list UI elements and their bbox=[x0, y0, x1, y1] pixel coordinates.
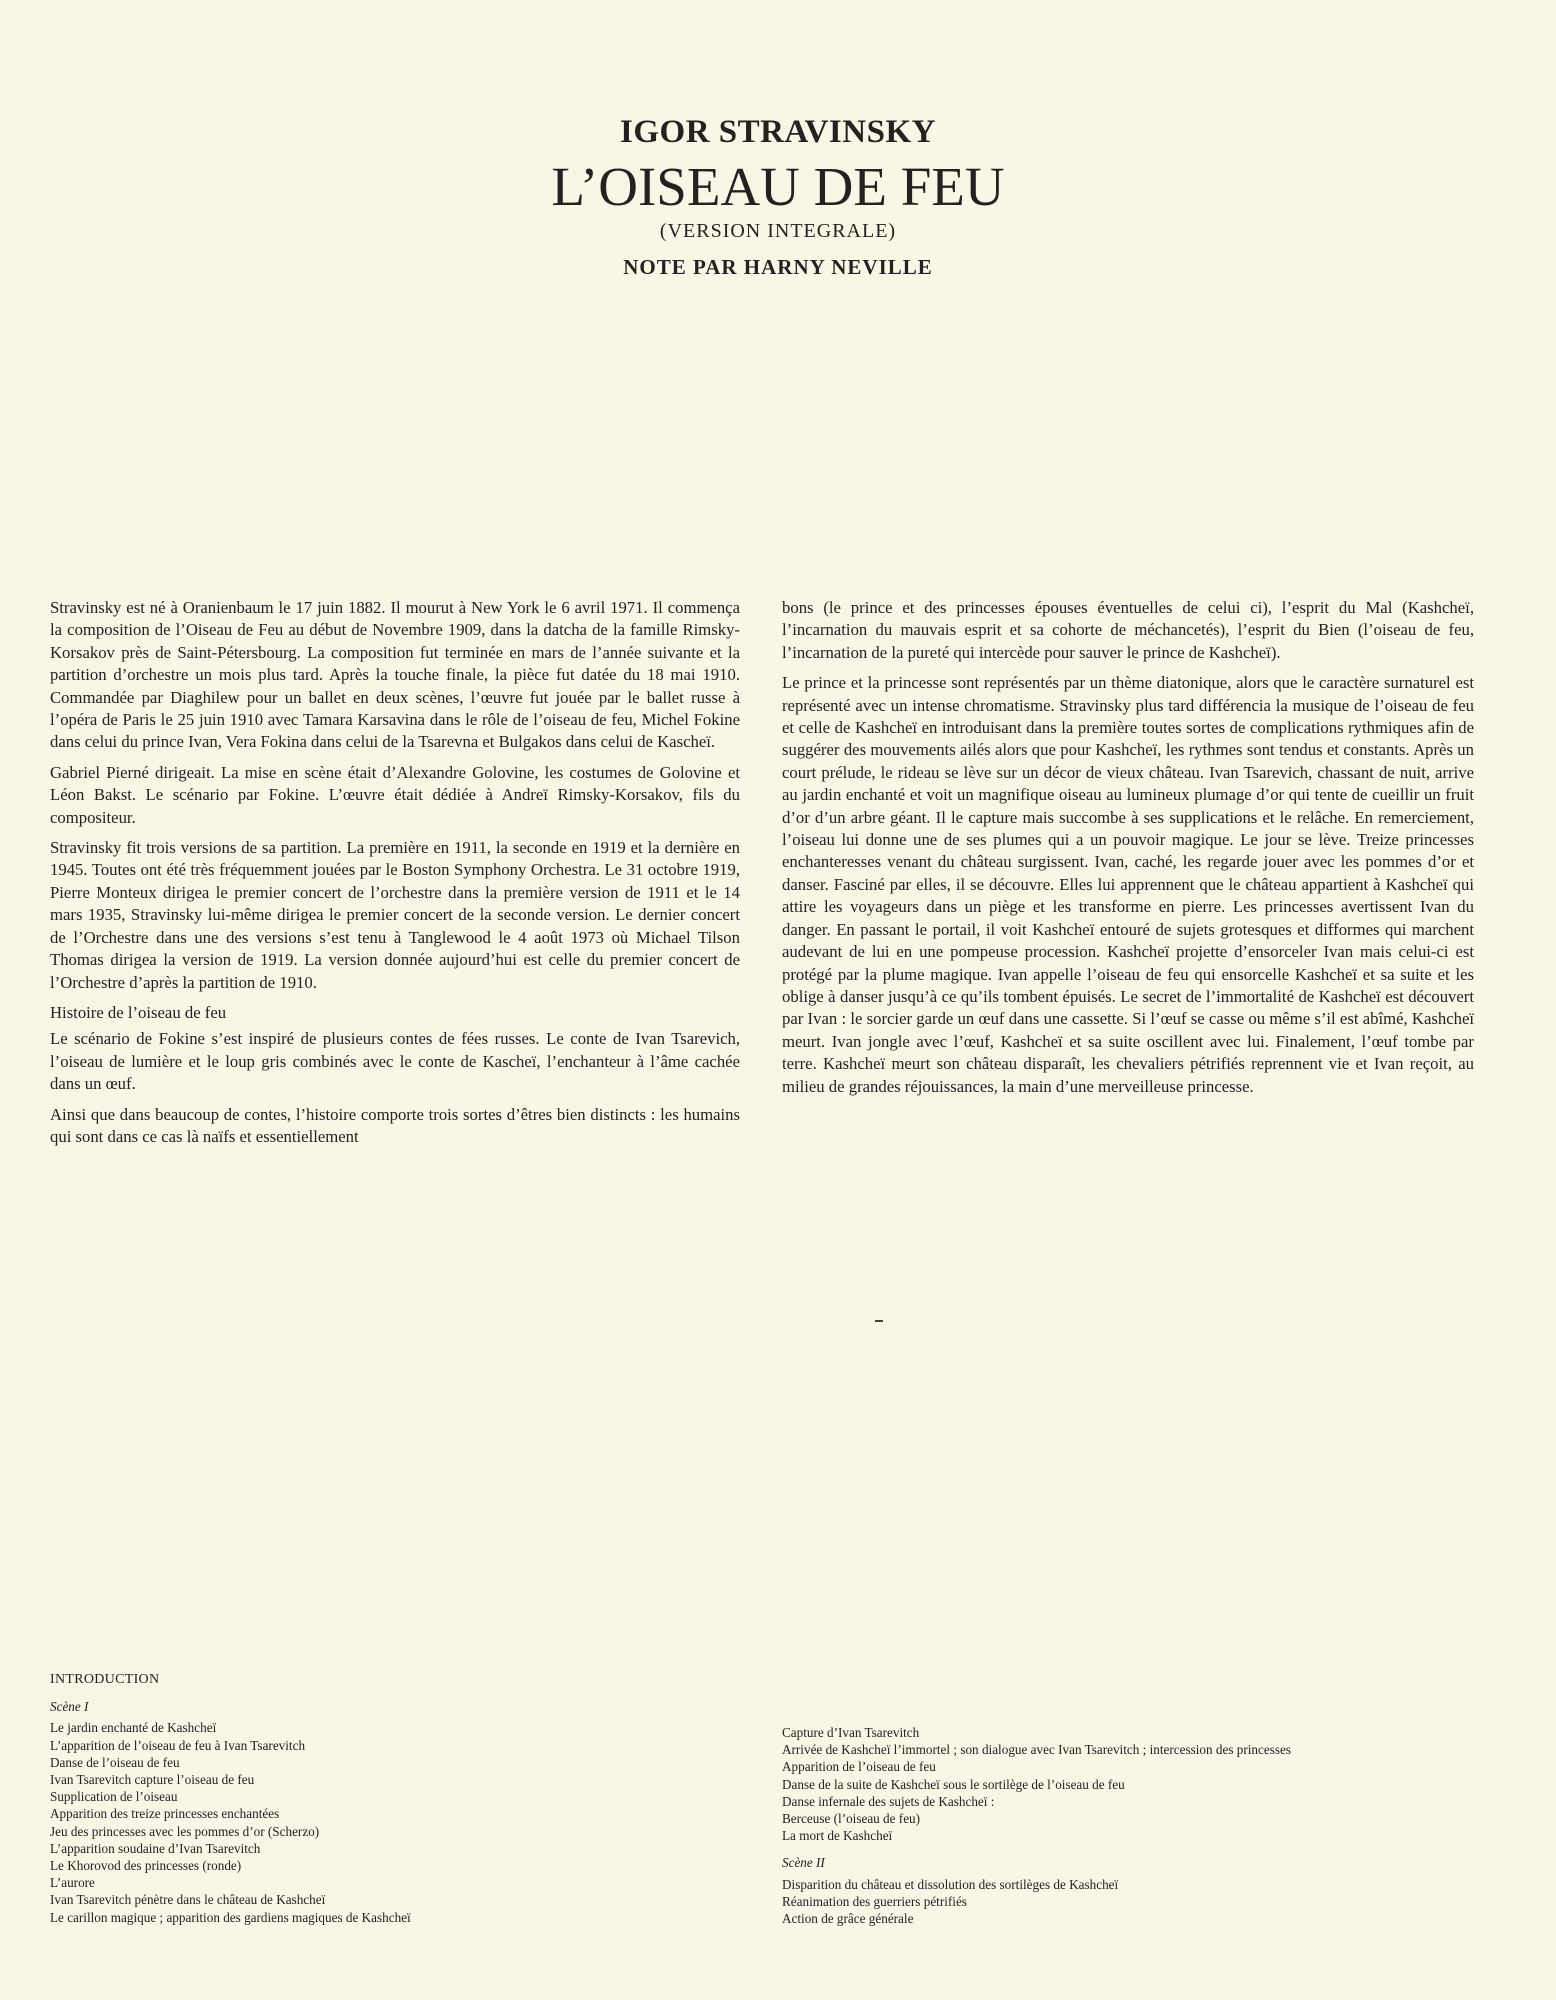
track-item: Arrivée de Kashcheï l’immortel ; son dialogue avec Ivan Tsarevitch ; intercession des princesses bbox=[782, 1742, 1291, 1758]
version-subtitle: (VERSION INTEGRALE) bbox=[659, 220, 897, 242]
article-paragraph: Stravinsky est né à Oranienbaum le 17 juin 1882. Il mourut à New York le 6 avril 1971. Il commença la composition de l’Oiseau de Feu au début de Novembre 1909, dans la datcha de la famille Rimsky-Korsakov près de Saint-Pétersbourg. La composition fut terminée en mars de l’année suivante et la partition d’orchestre un mois plus tard. Après la touche finale, la pièce fut datée du 18 mai 1910. Commandée par Diaghilew pour un ballet en deux scènes, l’œuvre fut jouée par le ballet russe à l’opéra de Paris le 25 juin 1910 avec Tamara Karsavina dans le rôle de l’oiseau de feu, Michel Fokine dans celui du prince Ivan, Vera Fokina dans celui de la Tsarevna et Bulgakos dans celui de Kascheï. bbox=[50, 598, 740, 752]
article-paragraph: Le prince et la princesse sont représentés par un thème diatonique, alors que le caractère surnaturel est représenté avec un intense chromatisme. Stravinsky plus tard différencia la musique de l’oiseau de feu et celle de Kashcheï en introduisant dans la première toutes sortes de complications rythmiques afin de suggérer des mouvements ailés alors que pour Kashcheï, les rythmes sont tendus et constants. Après un court prélude, le rideau se lève sur un décor de vieux château. Ivan Tsarevich, chassant de nuit, arrive au jardin enchanté et voit un magnifique oiseau au lumineux plumage d’or qui tente de cueillir un fruit d’or d’un arbre géant. Il le capture mais succombe à ses supplications et le relâche. En remerciement, l’oiseau lui donne une de ses plumes qui a un pouvoir magique. Le jour se lève. Treize princesses enchanteresses venant du château surgissent. Ivan, caché, les regarde jouer avec les pommes d’or et danser. Fasciné par elles, il se découvre. Elles lui apprennent que le château appartient à Kashcheï qui attire les voyageurs dans un piège et les transforme en pierre. Les princesses avertissent Ivan du danger. En passant le portail, il voit Kashcheï entouré de sujets grotesques et difformes qui marchent audevant de lui en une pompeuse procession. Kashcheï projette d’ensorceler Ivan mais celui-ci est protégé par la plume magique. Ivan appelle l’oiseau de feu qui ensorcelle Kashcheï et sa suite et les oblige à danser jusqu’à ce qu’ils tombent épuisés. Le secret de l’immortalité de Kashcheï est découvert par Ivan : le sorcier garde un œuf dans une cassette. Si l’œuf se casse ou même s’il est abîmé, Kashcheï meurt. Ivan jongle avec l’œuf, Kashcheï et sa suite oscillent avec lui. Finalement, l’œuf tombe par terre. Kashcheï meurt son château disparaît, les chevaliers pétrifiés reprennent vie et Ivan reçoit, au milieu de grandes réjouissances, la main d’une merveilleuse princesse. bbox=[782, 673, 1474, 1096]
track-item: Réanimation des guerriers pétrifiés bbox=[782, 1893, 967, 1909]
track-item: Ivan Tsarevitch pénètre dans le château de Kashcheï bbox=[50, 1892, 326, 1908]
track-item: L’apparition soudaine d’Ivan Tsarevitch bbox=[50, 1840, 261, 1856]
article-paragraph: Le scénario de Fokine s’est inspiré de plusieurs contes de fées russes. Le conte de Ivan Tsarevich, l’oiseau de lumière et le loup gris combinés avec le conte de Kascheï, l’enchanteur à l’âme cachée dans un œuf. bbox=[50, 1029, 740, 1094]
track-item: Le carillon magique ; apparition des gardiens magiques de Kashcheï bbox=[50, 1909, 411, 1925]
track-item: L’apparition de l’oiseau de feu à Ivan Tsarevitch bbox=[50, 1737, 306, 1753]
track-item: Supplication de l’oiseau bbox=[50, 1789, 178, 1805]
track-item: Danse infernale des sujets de Kashcheï : bbox=[782, 1793, 995, 1809]
note-author: NOTE PAR HARNY NEVILLE bbox=[623, 255, 933, 279]
track-item: Disparition du château et dissolution des sortilèges de Kashcheï bbox=[782, 1876, 1119, 1892]
track-item: Ivan Tsarevitch capture l’oiseau de feu bbox=[50, 1772, 255, 1788]
track-item: Danse de l’oiseau de feu bbox=[50, 1754, 180, 1770]
page-header bbox=[0, 112, 1556, 284]
track-item: Apparition des treize princesses enchantées bbox=[50, 1806, 280, 1822]
scene-heading: Scène II bbox=[782, 1855, 825, 1871]
track-list bbox=[782, 1876, 1482, 1928]
introduction-heading: INTRODUCTION bbox=[50, 1672, 160, 1687]
tracklist-right bbox=[782, 1724, 1482, 1927]
story-subheading: Histoire de l’oiseau de feu bbox=[50, 1002, 227, 1022]
work-title: L’OISEAU DE FEU bbox=[551, 156, 1005, 217]
divider-mark bbox=[875, 1320, 883, 1322]
track-item: Capture d’Ivan Tsarevitch bbox=[782, 1725, 920, 1740]
track-item: La mort de Kashcheï bbox=[782, 1828, 893, 1844]
article-right-column bbox=[782, 597, 1474, 1106]
track-item: Berceuse (l’oiseau de feu) bbox=[782, 1811, 921, 1827]
scene-heading: Scène I bbox=[50, 1699, 89, 1715]
tracklist-left bbox=[50, 1671, 750, 1926]
article-paragraph: bons (le prince et des princesses épouses éventuelles de celui ci), l’esprit du Mal (Kashcheï, l’incarnation du mauvais esprit et sa cohorte de méchancetés), l’esprit du Bien (l’oiseau de feu, l’incarnation de la pureté qui intercède pour sauver le prince de Kashcheï). bbox=[782, 598, 1474, 662]
article-paragraph: Gabriel Pierné dirigeait. La mise en scène était d’Alexandre Golovine, les costumes de Golovine et Léon Bakst. Le scénario par Fokine. L’œuvre était dédiée à Andreï Rimsky-Korsakov, fils du compositeur. bbox=[50, 762, 740, 827]
track-item: Jeu des princesses avec les pommes d’or (Scherzo) bbox=[50, 1823, 320, 1839]
track-item: Action de grâce générale bbox=[782, 1911, 914, 1927]
track-item: Apparition de l’oiseau de feu bbox=[782, 1759, 936, 1775]
track-item: Le Khorovod des princesses (ronde) bbox=[50, 1858, 242, 1874]
track-item: Le jardin enchanté de Kashcheï bbox=[50, 1720, 217, 1736]
track-item: L’aurore bbox=[50, 1875, 95, 1891]
article-paragraph: Ainsi que dans beaucoup de contes, l’histoire comporte trois sortes d’êtres bien distincts : les humains qui sont dans ce cas là naïfs et essentiellement bbox=[50, 1104, 740, 1146]
article-left-column bbox=[50, 597, 740, 1156]
track-list bbox=[782, 1724, 1482, 1844]
track-list bbox=[50, 1719, 750, 1925]
track-item: Danse de la suite de Kashcheï sous le sortilège de l’oiseau de feu bbox=[782, 1776, 1125, 1792]
composer-name: IGOR STRAVINSKY bbox=[620, 114, 936, 150]
article-paragraph: Stravinsky fit trois versions de sa partition. La première en 1911, la seconde en 1919 et la dernière en 1945. Toutes ont été très fréquemment jouées par le Boston Symphony Orchestra. Le 31 octobre 1919, Pierre Monteux dirigea le premier concert de l’orchestre dans la première version de 1911 et le 14 mars 1935, Stravinsky lui-même dirigea le premier concert de la seconde version. Le dernier concert de l’Orchestre dans une des versions s’est tenu à Tanglewood le 4 août 1973 où Michael Tilson Thomas dirigea la version de 1919. La version donnée aujourd’hui est celle du premier concert de l’Orchestre d’après la partition de 1910. bbox=[50, 838, 740, 992]
